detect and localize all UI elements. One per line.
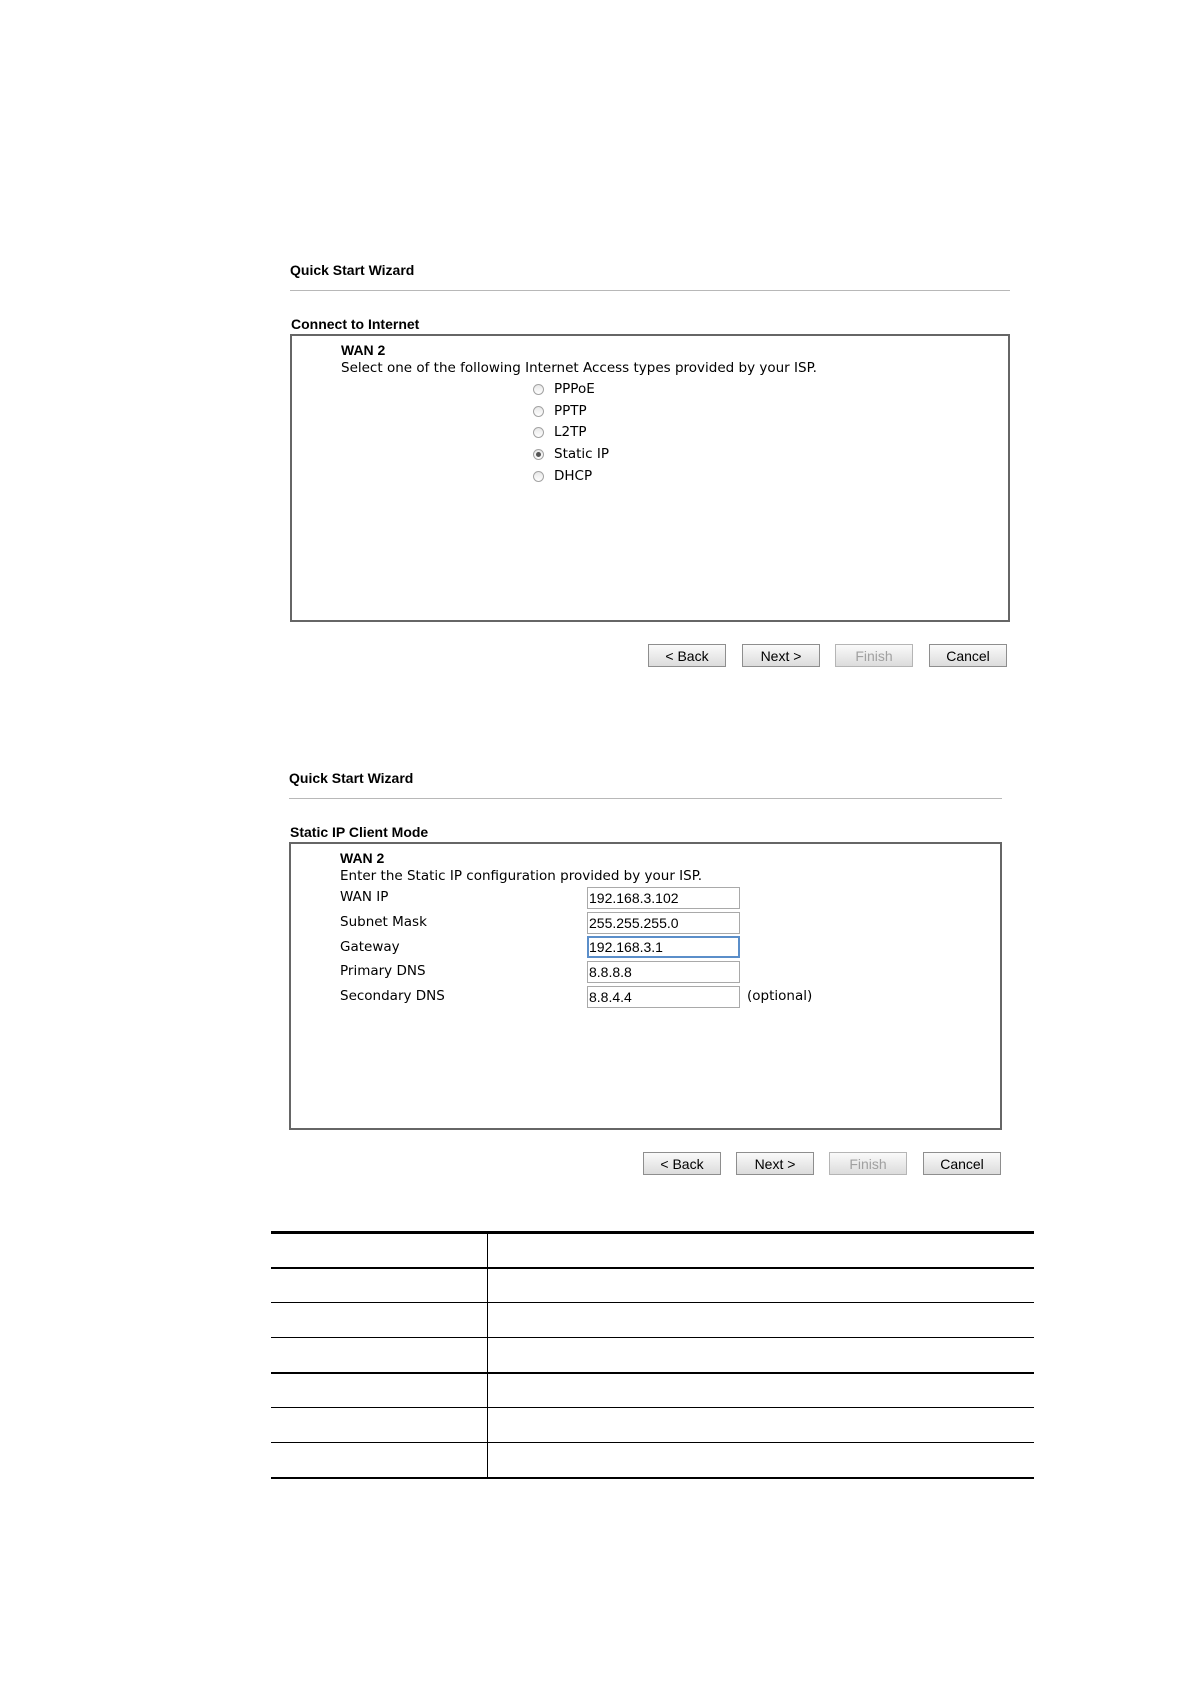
- radio-pppoe[interactable]: [533, 384, 544, 395]
- secondary-dns-input[interactable]: [587, 986, 740, 1008]
- static-ip-panel: [289, 842, 1002, 1130]
- wan-label: WAN 2: [341, 342, 386, 358]
- subnet-mask-input[interactable]: [587, 912, 740, 934]
- table-row-divider: [271, 1442, 1034, 1443]
- radio-label: PPTP: [554, 403, 587, 419]
- radio-option-pppoe[interactable]: [533, 380, 595, 398]
- radio-option-static-ip[interactable]: [533, 445, 609, 463]
- static-ip-description: Enter the Static IP configuration provided by your ISP.: [340, 868, 703, 884]
- radio-label: DHCP: [554, 468, 593, 484]
- radio-option-l2tp[interactable]: [533, 423, 587, 441]
- table-bottom-rule: [271, 1477, 1034, 1479]
- table-row-divider: [271, 1372, 1034, 1374]
- secondary-dns-label: Secondary DNS: [340, 988, 445, 1004]
- radio-label: PPPoE: [554, 381, 595, 397]
- optional-note: (optional): [747, 988, 813, 1004]
- primary-dns-label: Primary DNS: [340, 963, 426, 979]
- radio-option-dhcp[interactable]: [533, 467, 592, 485]
- wan-ip-label: WAN IP: [340, 889, 389, 905]
- section-title: Static IP Client Mode: [290, 824, 429, 840]
- wan-label: WAN 2: [340, 850, 385, 866]
- gateway-label: Gateway: [340, 939, 400, 955]
- finish-button[interactable]: Finish: [835, 644, 913, 667]
- next-button[interactable]: Next >: [742, 644, 820, 667]
- radio-l2tp[interactable]: [533, 427, 544, 438]
- table-row-divider: [271, 1337, 1034, 1338]
- radio-label: L2TP: [554, 424, 587, 440]
- table-row-divider: [271, 1407, 1034, 1408]
- back-button[interactable]: < Back: [643, 1152, 721, 1175]
- table-top-rule: [271, 1231, 1034, 1234]
- section-title: Connect to Internet: [291, 316, 420, 332]
- title-divider: [290, 290, 1010, 291]
- radio-dhcp[interactable]: [533, 471, 544, 482]
- radio-option-pptp[interactable]: [533, 402, 587, 420]
- finish-button[interactable]: Finish: [829, 1152, 907, 1175]
- options-panel: [290, 334, 1010, 622]
- next-button[interactable]: Next >: [736, 1152, 814, 1175]
- wizard-title: Quick Start Wizard: [290, 262, 415, 278]
- table-header-rule: [271, 1267, 1034, 1269]
- access-type-description: Select one of the following Internet Access types provided by your ISP.: [341, 360, 817, 376]
- cancel-button[interactable]: Cancel: [923, 1152, 1001, 1175]
- table-row-divider: [271, 1302, 1034, 1303]
- cancel-button[interactable]: Cancel: [929, 644, 1007, 667]
- radio-label: Static IP: [554, 446, 610, 462]
- wan-ip-input[interactable]: [587, 887, 740, 909]
- radio-static-ip[interactable]: [533, 449, 544, 460]
- radio-pptp[interactable]: [533, 406, 544, 417]
- back-button[interactable]: < Back: [648, 644, 726, 667]
- wizard-title: Quick Start Wizard: [289, 770, 414, 786]
- subnet-mask-label: Subnet Mask: [340, 914, 427, 930]
- table-column-divider: [487, 1231, 488, 1479]
- gateway-input[interactable]: [587, 936, 740, 958]
- primary-dns-input[interactable]: [587, 961, 740, 983]
- title-divider: [289, 798, 1002, 799]
